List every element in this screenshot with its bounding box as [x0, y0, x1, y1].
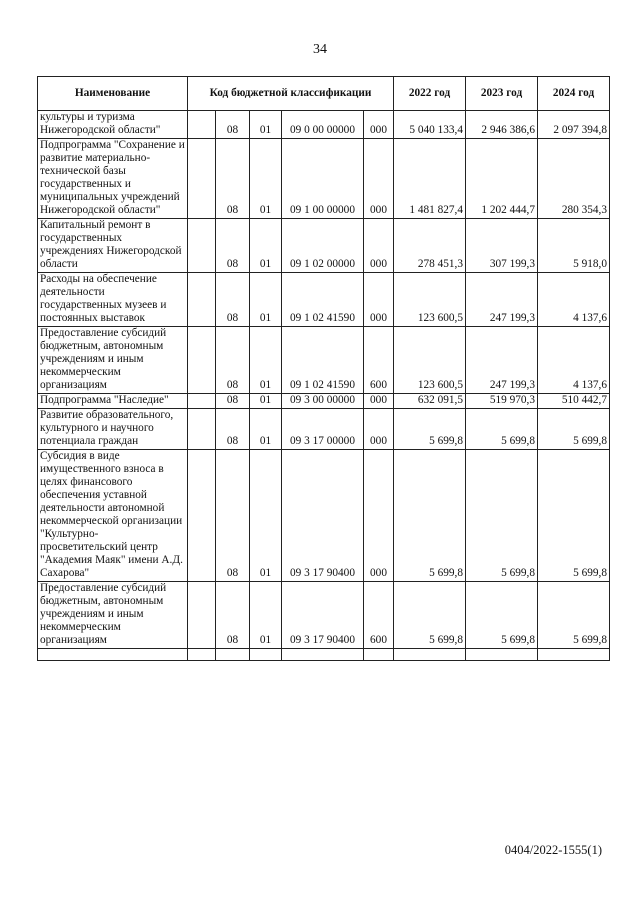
row-value-2023: 2 946 386,6: [466, 111, 538, 139]
row-expense-type: 000: [364, 111, 394, 139]
row-section: 08: [216, 450, 250, 582]
table-row: [38, 327, 610, 394]
row-value-2024: 4 137,6: [538, 273, 610, 327]
page-number: 34: [313, 42, 327, 57]
row-name: Предоставление субсидий бюджетным, автономным учреждениям и иным некоммерческим организациям: [38, 582, 188, 649]
row-target-article: 09 3 17 00000: [282, 409, 364, 450]
row-target-article: 09 3 17 90400: [282, 582, 364, 649]
row-value-2023: 519 970,3: [466, 394, 538, 409]
row-value-2024: 2 097 394,8: [538, 111, 610, 139]
row-value-2022: 5 699,8: [394, 409, 466, 450]
row-expense-type: 000: [364, 139, 394, 219]
row-section: 08: [216, 273, 250, 327]
row-name: культуры и туризма Нижегородской области": [38, 111, 188, 139]
empty-cell: [466, 649, 538, 661]
row-value-2024: 5 699,8: [538, 582, 610, 649]
row-value-2023: 5 699,8: [466, 409, 538, 450]
empty-cell: [216, 649, 250, 661]
row-subsection: 01: [250, 450, 282, 582]
empty-cell: [364, 649, 394, 661]
table-row: [38, 219, 610, 273]
table-row: [38, 450, 610, 582]
row-value-2022: 1 481 827,4: [394, 139, 466, 219]
row-subsection: 01: [250, 111, 282, 139]
row-section: 08: [216, 111, 250, 139]
row-section: 08: [216, 327, 250, 394]
row-value-2024: 510 442,7: [538, 394, 610, 409]
row-value-2024: 4 137,6: [538, 327, 610, 394]
row-subsection: 01: [250, 327, 282, 394]
row-value-2023: 247 199,3: [466, 327, 538, 394]
empty-cell: [38, 649, 188, 661]
row-expense-type: 000: [364, 394, 394, 409]
row-spacer: [188, 450, 216, 582]
header-2022: 2022 год: [394, 77, 466, 111]
row-name: Субсидия в виде имущественного взноса в целях финансового обеспечения уставной деятельности автономной некоммерческой организации "Культурно-просветительский центр "Академия Маяк" имени А.Д. Сахарова": [38, 450, 188, 582]
row-spacer: [188, 582, 216, 649]
row-section: 08: [216, 139, 250, 219]
row-name: Капитальный ремонт в государственных учреждениях Нижегородской области: [38, 219, 188, 273]
row-expense-type: 000: [364, 450, 394, 582]
row-value-2022: 278 451,3: [394, 219, 466, 273]
table-row: [38, 582, 610, 649]
row-subsection: 01: [250, 409, 282, 450]
table-row: [38, 139, 610, 219]
row-subsection: 01: [250, 582, 282, 649]
row-subsection: 01: [250, 394, 282, 409]
row-name: Подпрограмма "Сохранение и развитие материально-технической базы государственных и муниципальных учреждений Нижегородской области": [38, 139, 188, 219]
row-spacer: [188, 409, 216, 450]
empty-cell: [394, 649, 466, 661]
row-subsection: 01: [250, 139, 282, 219]
row-section: 08: [216, 409, 250, 450]
row-expense-type: 000: [364, 219, 394, 273]
row-target-article: 09 3 00 00000: [282, 394, 364, 409]
row-value-2024: 5 699,8: [538, 450, 610, 582]
row-expense-type: 600: [364, 327, 394, 394]
row-value-2023: 5 699,8: [466, 450, 538, 582]
row-section: 08: [216, 219, 250, 273]
table-row: [38, 409, 610, 450]
row-target-article: 09 1 02 41590: [282, 273, 364, 327]
row-spacer: [188, 394, 216, 409]
row-value-2022: 123 600,5: [394, 273, 466, 327]
row-value-2023: 307 199,3: [466, 219, 538, 273]
table-header-row: [38, 77, 610, 111]
row-expense-type: 000: [364, 273, 394, 327]
row-target-article: 09 0 00 00000: [282, 111, 364, 139]
row-value-2023: 247 199,3: [466, 273, 538, 327]
row-value-2023: 1 202 444,7: [466, 139, 538, 219]
row-value-2024: 5 918,0: [538, 219, 610, 273]
document-code: 0404/2022-1555(1): [504, 843, 602, 857]
table-row: [38, 111, 610, 139]
row-spacer: [188, 219, 216, 273]
row-target-article: 09 3 17 90400: [282, 450, 364, 582]
row-section: 08: [216, 582, 250, 649]
header-2023: 2023 год: [466, 77, 538, 111]
header-name: Наименование: [38, 77, 188, 111]
row-spacer: [188, 111, 216, 139]
header-code: Код бюджетной классификации: [188, 77, 394, 111]
empty-cell: [538, 649, 610, 661]
row-subsection: 01: [250, 219, 282, 273]
row-value-2022: 5 040 133,4: [394, 111, 466, 139]
budget-table: [37, 76, 610, 661]
row-value-2024: 280 354,3: [538, 139, 610, 219]
row-target-article: 09 1 02 41590: [282, 327, 364, 394]
row-section: 08: [216, 394, 250, 409]
row-spacer: [188, 139, 216, 219]
table-body: [38, 111, 610, 661]
row-value-2022: 5 699,8: [394, 582, 466, 649]
row-name: Предоставление субсидий бюджетным, автономным учреждениям и иным некоммерческим организациям: [38, 327, 188, 394]
row-value-2024: 5 699,8: [538, 409, 610, 450]
row-spacer: [188, 273, 216, 327]
empty-cell: [188, 649, 216, 661]
row-subsection: 01: [250, 273, 282, 327]
row-value-2022: 5 699,8: [394, 450, 466, 582]
row-name: Подпрограмма "Наследие": [38, 394, 188, 409]
table-row-empty: [38, 649, 610, 661]
row-name: Расходы на обеспечение деятельности государственных музеев и постоянных выставок: [38, 273, 188, 327]
row-target-article: 09 1 00 00000: [282, 139, 364, 219]
empty-cell: [250, 649, 282, 661]
row-value-2022: 632 091,5: [394, 394, 466, 409]
table-row: [38, 273, 610, 327]
table-row: [38, 394, 610, 409]
row-expense-type: 000: [364, 409, 394, 450]
row-value-2023: 5 699,8: [466, 582, 538, 649]
row-spacer: [188, 327, 216, 394]
row-name: Развитие образовательного, культурного и научного потенциала граждан: [38, 409, 188, 450]
row-expense-type: 600: [364, 582, 394, 649]
header-2024: 2024 год: [538, 77, 610, 111]
row-target-article: 09 1 02 00000: [282, 219, 364, 273]
empty-cell: [282, 649, 364, 661]
row-value-2022: 123 600,5: [394, 327, 466, 394]
